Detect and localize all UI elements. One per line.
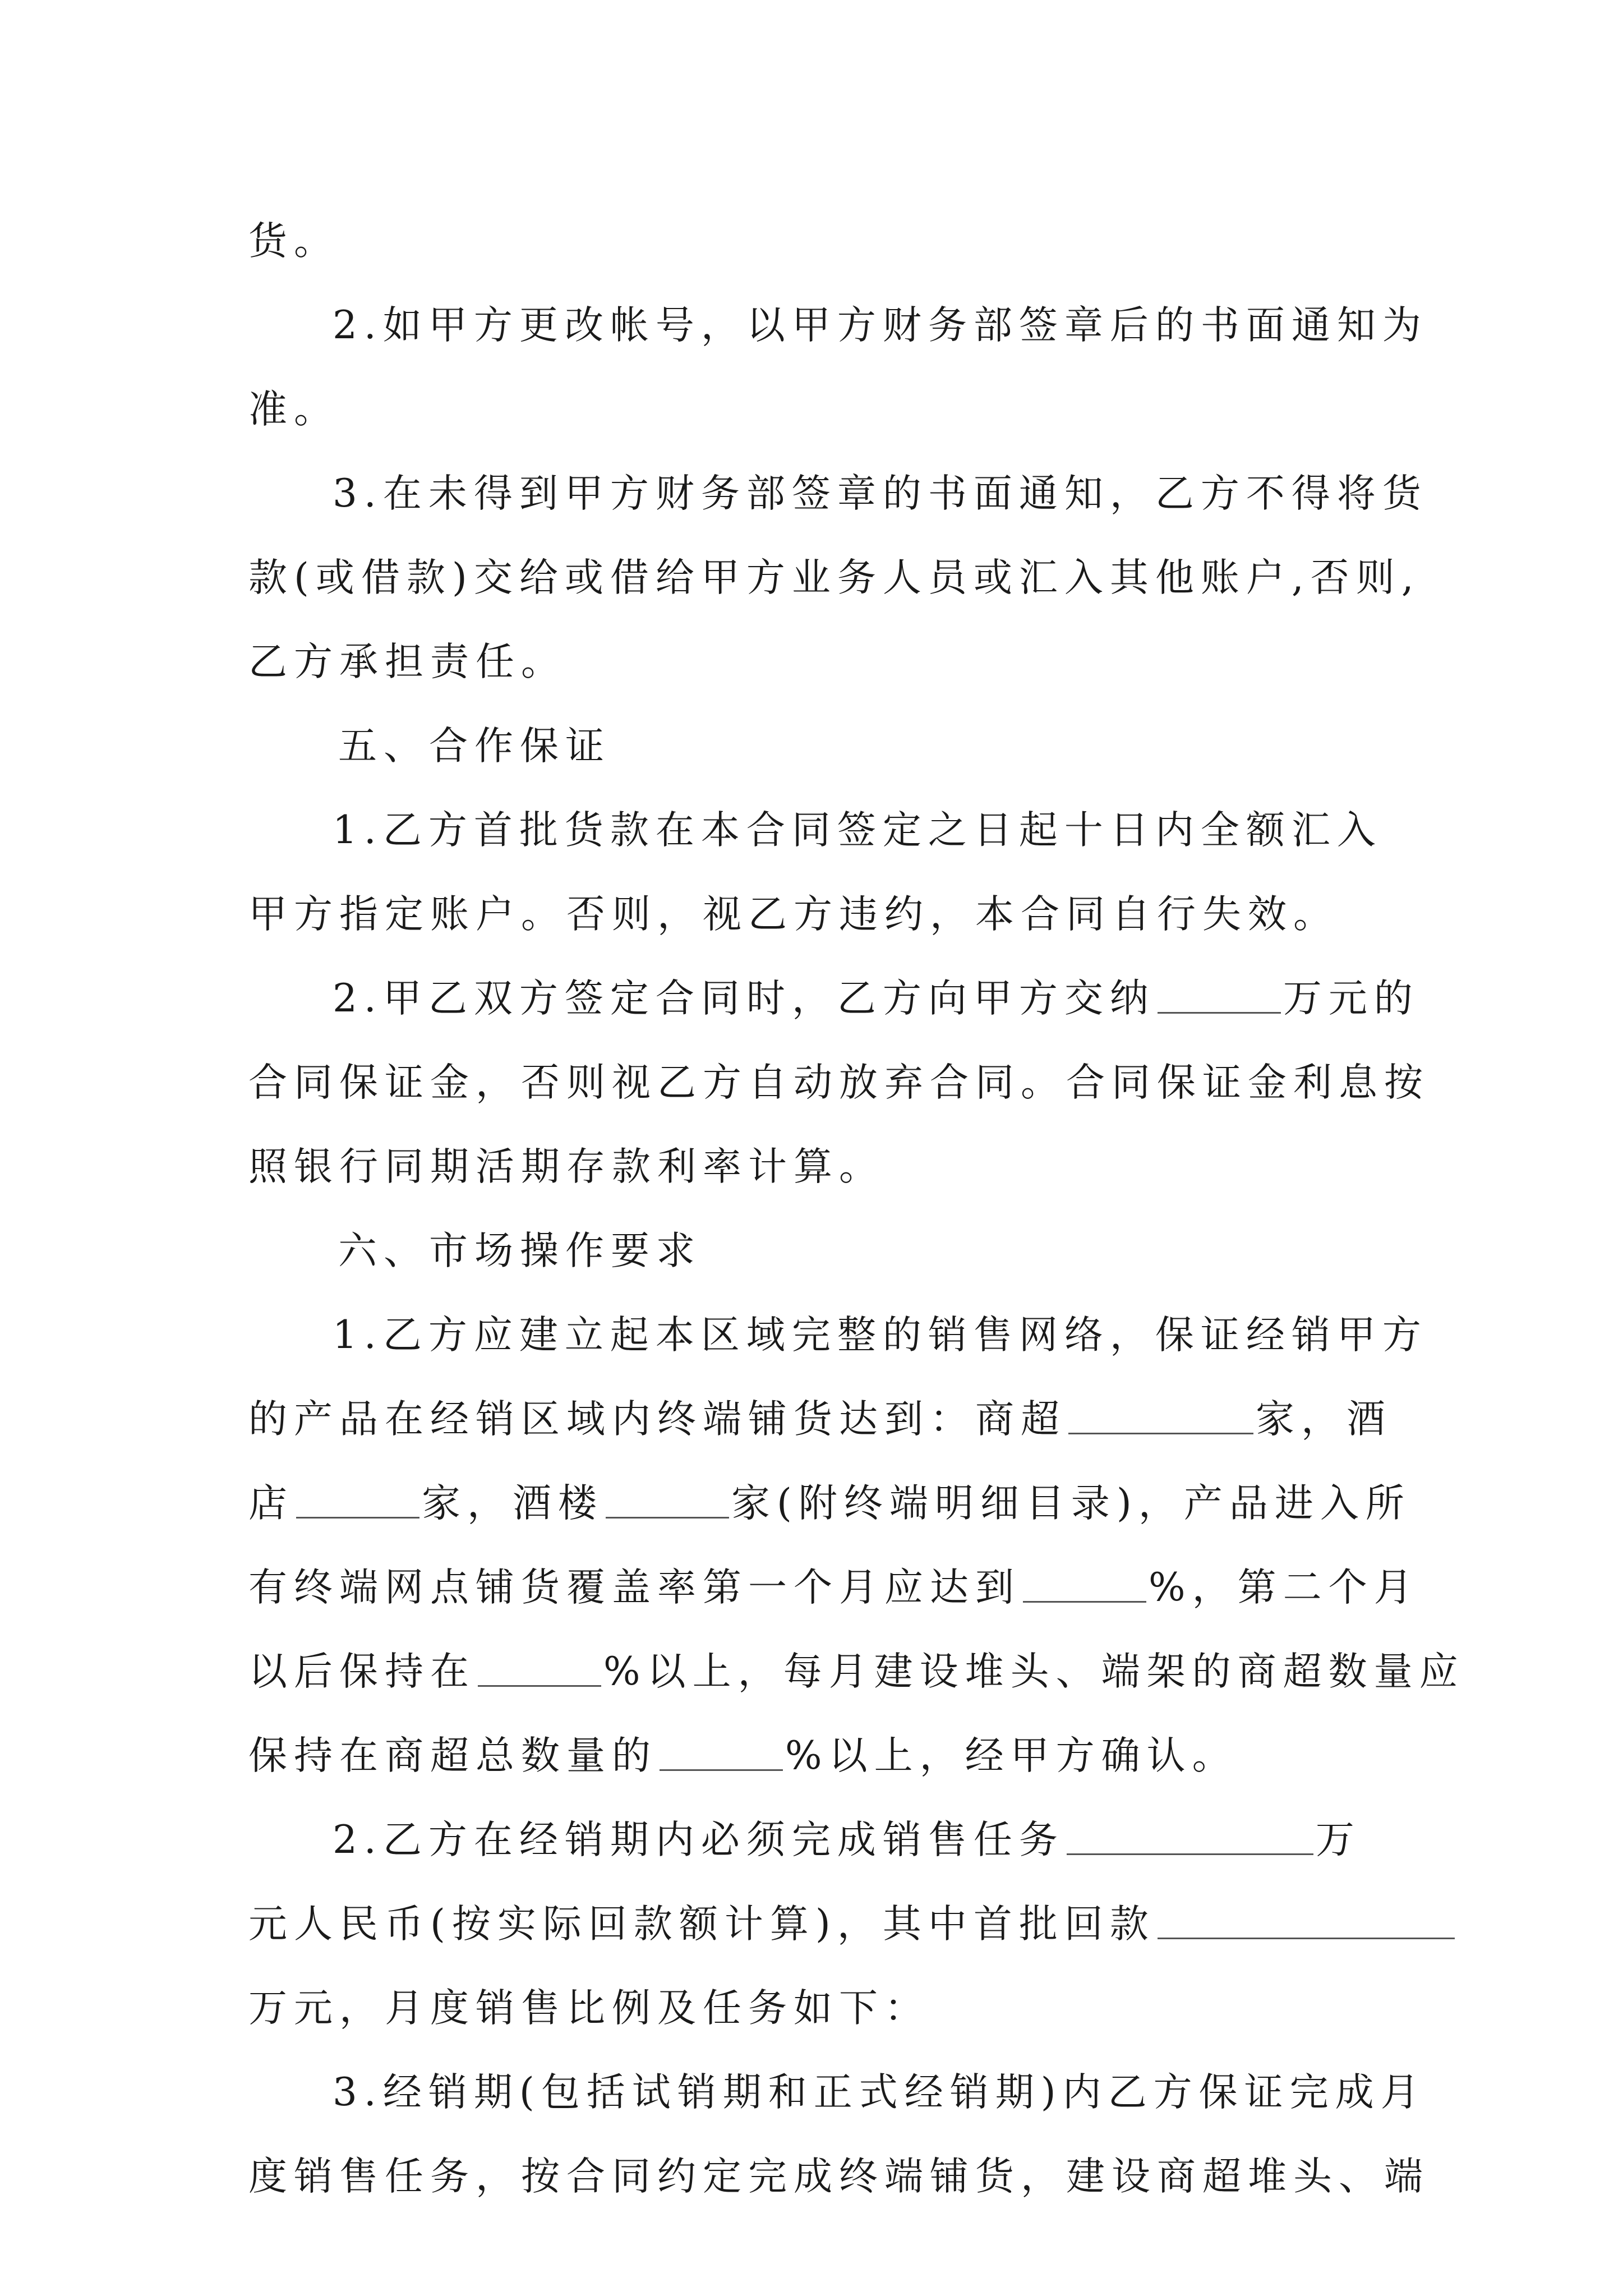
text-line (248, 872, 1387, 956)
text-run: 保持在商超总数量的 (248, 1733, 657, 1778)
section-heading (248, 704, 1387, 788)
section-heading (248, 1209, 1387, 1293)
text-line (248, 283, 1428, 367)
text-line (248, 956, 1419, 1041)
text-run: 准。 (248, 387, 339, 432)
fill-in-blank[interactable] (1067, 1820, 1313, 1855)
text-run: 五、合作保证 (338, 724, 611, 769)
text-run: 甲方指定账户。否则，视乙方违约，本合同自行失效。 (248, 892, 1339, 937)
text-run: 1.乙方应建立起本区域完整的销售网络，保证经销甲方 (333, 1313, 1428, 1358)
text-line (248, 788, 1387, 872)
document-body (248, 199, 1465, 2219)
text-run: 2.乙方在经销期内必须完成销售任务 (333, 1818, 1064, 1862)
text-run: 度销售任务，按合同约定完成终端铺货，建设商超堆头、端 (248, 2154, 1430, 2199)
text-run: 店 (248, 1481, 294, 1526)
text-line (248, 452, 1428, 536)
fill-in-blank[interactable] (478, 1651, 601, 1687)
text-run: 万元的 (1283, 976, 1419, 1021)
text-run: 以后保持在 (248, 1649, 476, 1694)
text-run: 万元，月度销售比例及任务如下： (248, 1986, 930, 2031)
text-run: 家，酒 (1256, 1397, 1392, 1442)
text-line (248, 1714, 1387, 1798)
text-run: 六、市场操作要求 (338, 1228, 702, 1273)
text-run: 3.经销期(包括试销期和正式经销期)内乙方保证完成月 (333, 2070, 1426, 2115)
text-line (248, 367, 1387, 452)
fill-in-blank[interactable] (1158, 978, 1281, 1014)
fill-in-blank[interactable] (1158, 1904, 1455, 1939)
text-run: %以上，每月建设堆头、端架的商超数量应 (603, 1649, 1465, 1694)
text-run: %以上，经甲方确认。 (785, 1733, 1238, 1778)
text-run: 的产品在经销区域内终端铺货达到：商超 (248, 1397, 1066, 1442)
text-line (248, 1461, 1411, 1545)
text-line (248, 1966, 1387, 2050)
text-run: 万 (1315, 1818, 1361, 1862)
text-line (248, 199, 1387, 283)
text-run: 1.乙方首批货款在本合同签定之日起十日内全额汇入 (333, 808, 1382, 853)
text-line (248, 536, 1421, 620)
text-line (248, 1041, 1430, 1125)
text-line (248, 2134, 1430, 2219)
text-run: 照银行同期活期存款利率计算。 (248, 1144, 884, 1189)
fill-in-blank[interactable] (1068, 1399, 1253, 1434)
fill-in-blank[interactable] (660, 1736, 783, 1771)
text-run: 乙方承担责任。 (248, 639, 566, 684)
text-run: 合同保证金，否则视乙方自动放弃合同。合同保证金利息按 (248, 1060, 1430, 1105)
text-run: 有终端网点铺货覆盖率第一个月应达到 (248, 1565, 1021, 1610)
text-run: 2.如甲方更改帐号，以甲方财务部签章后的书面通知为 (333, 303, 1428, 348)
text-line (248, 1125, 1387, 1209)
text-line (248, 1545, 1419, 1630)
text-line (248, 1798, 1387, 1882)
text-line (248, 1377, 1392, 1461)
text-run: 家，酒楼 (422, 1481, 603, 1526)
text-line (248, 1882, 1387, 1966)
text-run: 家(附终端明细目录)，产品进入所 (731, 1481, 1411, 1526)
text-run: 2.甲乙双方签定合同时，乙方向甲方交纳 (333, 976, 1155, 1021)
text-run: 款(或借款)交给或借给甲方业务人员或汇入其他账户,否则, (248, 555, 1421, 600)
text-line (248, 1630, 1465, 1714)
fill-in-blank[interactable] (606, 1483, 729, 1519)
fill-in-blank[interactable] (1023, 1567, 1146, 1603)
text-line (248, 2050, 1426, 2134)
text-line (248, 620, 1387, 704)
text-run: 3.在未得到甲方财务部签章的书面通知，乙方不得将货 (333, 471, 1428, 516)
fill-in-blank[interactable] (296, 1483, 419, 1519)
text-run: 元人民币(按实际回款额计算)，其中首批回款 (248, 1902, 1155, 1947)
text-line (248, 1293, 1428, 1377)
text-run: %，第二个月 (1149, 1565, 1419, 1610)
text-run: 货。 (248, 219, 339, 264)
